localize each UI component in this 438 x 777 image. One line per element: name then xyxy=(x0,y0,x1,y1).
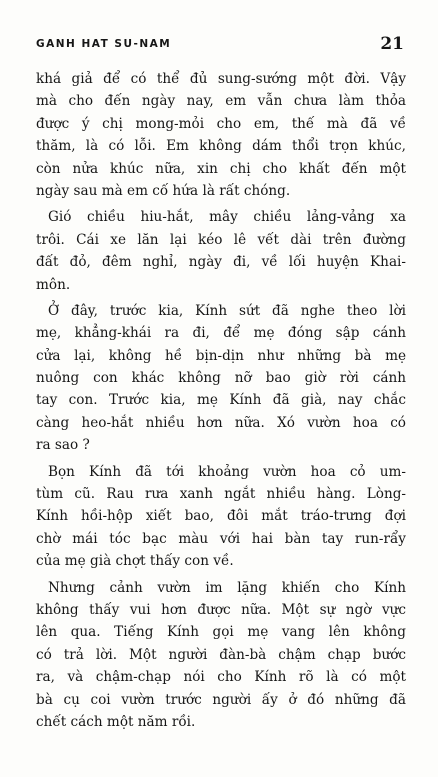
text-line: Kính hồi-hộp xiết bao, đôi mắt tráo-trưng đợi xyxy=(36,508,406,525)
paragraph xyxy=(36,577,406,734)
text-line: môn. xyxy=(36,276,71,293)
text-line: chờ mái tóc bạc màu với hai bàn tay run-rẩy xyxy=(36,530,406,547)
text-line: nuông con khác không nỡ bao giờ rời cánh xyxy=(36,370,406,387)
text-line: còn nửa khúc nữa, xin chị cho khất đến một xyxy=(36,160,406,177)
text-line: ngày sau mà em cố hứa là rất chóng. xyxy=(36,182,291,199)
text-line: Bọn Kính đã tới khoảng vườn hoa cỏ um- xyxy=(48,463,406,480)
text-line: Nhưng cảnh vườn im lặng khiến cho Kính xyxy=(48,579,406,596)
text-line: tùm cũ. Rau rưa xanh ngắt nhiều hàng. Lòng- xyxy=(36,486,406,503)
page-header xyxy=(36,34,404,56)
text-line: ra, và chậm-chạp nói cho Kính rõ là có một xyxy=(36,669,406,686)
text-line: Ở đây, trước kia, Kính sứt đã nghe theo lời xyxy=(48,302,406,319)
paragraph xyxy=(36,68,406,202)
text-line: lên qua. Tiếng Kính gọi mẹ vang lên không xyxy=(36,624,406,641)
paragraph xyxy=(36,206,406,296)
text-line: cửa lại, không hề bịn-dịn như những bà mẹ xyxy=(36,347,406,364)
text-line: tay con. Trước kia, mẹ Kính đã già, nay chắc xyxy=(36,392,406,409)
text-line: trôi. Cái xe lăn lại kéo lê vết dài trên đường xyxy=(36,231,406,248)
text-line: Gió chiều hiu-hắt, mây chiều lảng-vảng xa xyxy=(48,209,406,226)
paragraph xyxy=(36,461,406,573)
text-line: khá giả để có thể đủ sung-sướng một đời. Vậy xyxy=(36,71,406,87)
text-line: có trả lời. Một người đàn-bà chậm chạp bước xyxy=(36,646,406,663)
paragraph xyxy=(36,300,406,457)
text-line: được ý chị mong-mỏi cho em, thế mà đã về xyxy=(36,115,406,132)
text-line: càng heo-hắt nhiều hơn nữa. Xó vườn hoa có xyxy=(36,414,406,431)
text-line: mẹ, khẳng-khái ra đi, để mẹ đóng sập cánh xyxy=(36,325,406,342)
page-number: 21 xyxy=(380,34,404,54)
body-text xyxy=(36,68,406,733)
text-line: mà cho đến ngày nay, em vẫn chưa làm thỏa xyxy=(36,93,406,110)
text-line: thăm, là có lỗi. Em không dám thổi trọn khúc, xyxy=(36,138,406,155)
text-line: đất đỏ, đêm nghỉ, ngày đi, về lối huyện Khai- xyxy=(36,254,406,271)
running-head: GANH HAT SU-NAM xyxy=(36,38,172,50)
text-line: bà cụ coi vườn trước người ấy ở đó những đã xyxy=(36,691,406,708)
text-line: ra sao ? xyxy=(36,437,90,454)
text-line: không thấy vui hơn được nữa. Một sự ngờ vực xyxy=(36,601,406,618)
text-line: chết cách một năm rồi. xyxy=(36,713,196,730)
text-line: của mẹ già chợt thấy con về. xyxy=(36,553,234,570)
